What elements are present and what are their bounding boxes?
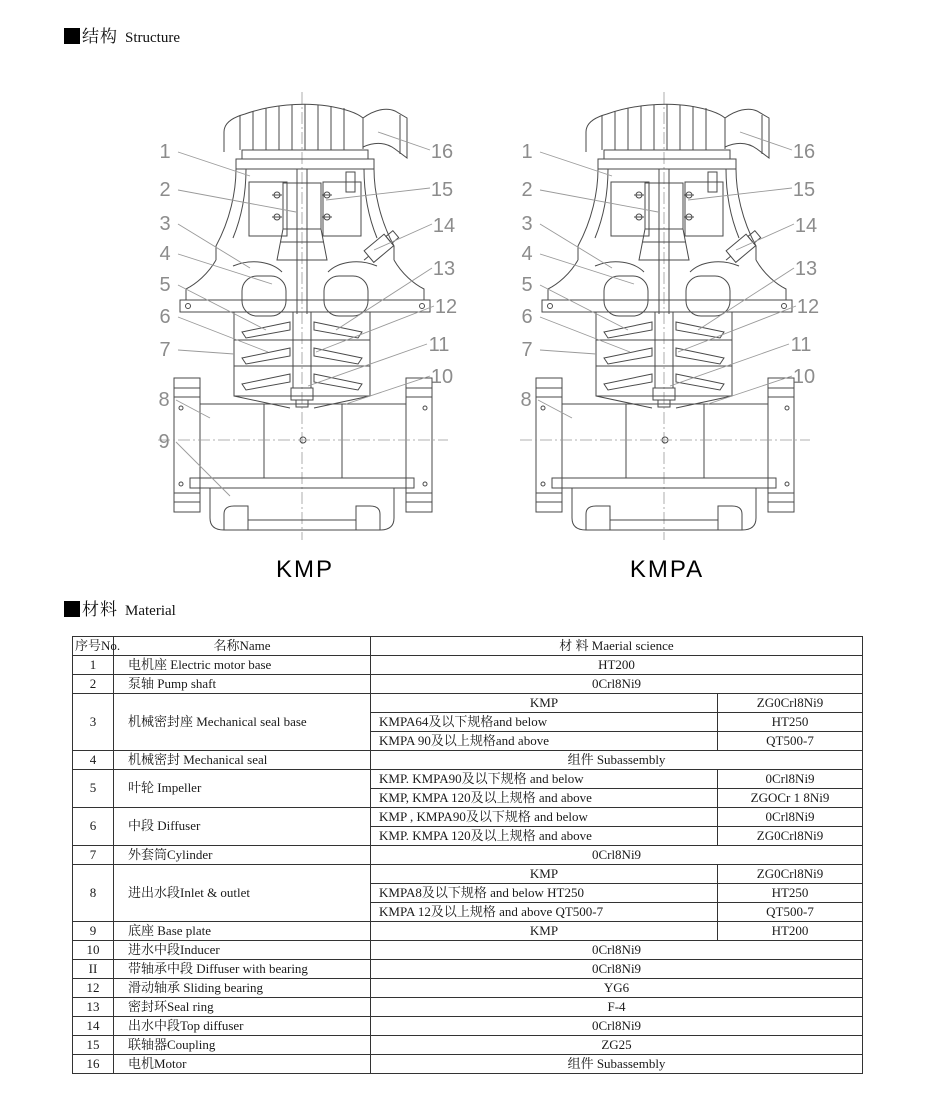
cell-no: 2: [73, 675, 114, 694]
cell-no: 15: [73, 1036, 114, 1055]
callout-12: 12: [796, 296, 820, 318]
table-row: [73, 941, 863, 960]
leader-lines: [176, 132, 434, 496]
section-header-material: [64, 595, 176, 620]
cell-no: 1: [73, 656, 114, 675]
cell-material: QT500-7: [718, 732, 863, 751]
cell-no: 4: [73, 751, 114, 770]
cell-name: 外套筒Cylinder: [114, 846, 371, 865]
cell-condition: KMP: [371, 865, 718, 884]
callout-numbers: [520, 141, 819, 411]
cell-material: 0Crl8Ni9: [371, 960, 863, 979]
table-row: [73, 808, 863, 827]
callout-1: 1: [159, 141, 171, 163]
cell-material: 组件 Subassembly: [371, 1055, 863, 1074]
pump-cross-section-kmp: [150, 88, 460, 546]
callout-9: 9: [158, 431, 170, 453]
cell-name: 机械密封座 Mechanical seal base: [114, 694, 371, 751]
table-row: [73, 865, 863, 884]
diagram-kmp: [150, 88, 460, 584]
callout-7: 7: [159, 339, 171, 361]
cell-name: 中段 Diffuser: [114, 808, 371, 846]
cell-material: ZG0Crl8Ni9: [718, 827, 863, 846]
callout-1: 1: [521, 141, 533, 163]
cell-name: 叶轮 Impeller: [114, 770, 371, 808]
callout-15: 15: [792, 179, 816, 201]
cell-no: 8: [73, 865, 114, 922]
cell-condition: KMPA 90及以上规格and above: [371, 732, 718, 751]
table-row: [73, 770, 863, 789]
cell-name: 出水中段Top diffuser: [114, 1017, 371, 1036]
table-row: [73, 998, 863, 1017]
table-row: [73, 1036, 863, 1055]
callout-2: 2: [521, 179, 533, 201]
cell-material: YG6: [371, 979, 863, 998]
cell-name: 滑动轴承 Sliding bearing: [114, 979, 371, 998]
cell-material: 0Crl8Ni9: [371, 1017, 863, 1036]
callout-11: 11: [790, 334, 812, 356]
cell-material: HT200: [371, 656, 863, 675]
diagram-caption-kmp: KMP: [275, 556, 334, 583]
table-row: [73, 846, 863, 865]
table-row: [73, 656, 863, 675]
diagram-kmpa: [512, 88, 822, 584]
cell-condition: KMP. KMPA 120及以上规格 and above: [371, 827, 718, 846]
cell-condition: KMP: [371, 922, 718, 941]
callout-16: 16: [430, 141, 454, 163]
cell-no: 13: [73, 998, 114, 1017]
callout-4: 4: [521, 243, 533, 265]
cell-condition: KMP , KMPA90及以下规格 and below: [371, 808, 718, 827]
cell-material: HT200: [718, 922, 863, 941]
callout-5: 5: [159, 274, 171, 296]
callout-6: 6: [159, 306, 171, 328]
cell-no: 12: [73, 979, 114, 998]
cell-name: 底座 Base plate: [114, 922, 371, 941]
callout-16: 16: [792, 141, 816, 163]
cell-name: 进出水段Inlet & outlet: [114, 865, 371, 922]
table-row: [73, 922, 863, 941]
cell-no: 6: [73, 808, 114, 846]
diagram-caption-kmpa: KMPA: [629, 556, 705, 583]
black-square-icon: [64, 601, 80, 617]
cell-material: HT250: [718, 884, 863, 903]
cell-material: ZGOCr 1 8Ni9: [718, 789, 863, 808]
cell-no: 5: [73, 770, 114, 808]
material-table: [72, 636, 863, 1074]
section-title-zh: 结构: [82, 27, 118, 46]
table-row: [73, 960, 863, 979]
cell-material: ZG25: [371, 1036, 863, 1055]
callout-14: 14: [794, 215, 818, 237]
black-square-icon: [64, 28, 80, 44]
cell-condition: KMP: [371, 694, 718, 713]
cell-no: 14: [73, 1017, 114, 1036]
cell-name: 密封环Seal ring: [114, 998, 371, 1017]
cell-no: 10: [73, 941, 114, 960]
cell-material: ZG0Crl8Ni9: [718, 694, 863, 713]
header-material: 材 料 Maerial science: [371, 637, 863, 656]
cell-condition: KMP. KMPA90及以下规格 and below: [371, 770, 718, 789]
cell-material: ZG0Crl8Ni9: [718, 865, 863, 884]
cell-condition: KMPA64及以下规格and below: [371, 713, 718, 732]
cell-no: 7: [73, 846, 114, 865]
table-row: [73, 1055, 863, 1074]
section-title-en: Structure: [125, 30, 180, 46]
callout-14: 14: [432, 215, 456, 237]
callout-8: 8: [520, 389, 532, 411]
cell-no: II: [73, 960, 114, 979]
cell-name: 联轴器Coupling: [114, 1036, 371, 1055]
section-title-zh: 材料: [82, 600, 118, 619]
cell-material: 0Crl8Ni9: [371, 941, 863, 960]
callout-13: 13: [432, 258, 456, 280]
callout-3: 3: [521, 213, 533, 235]
cell-name: 进水中段Inducer: [114, 941, 371, 960]
callout-4: 4: [159, 243, 171, 265]
cell-material: 0Crl8Ni9: [718, 808, 863, 827]
callout-5: 5: [521, 274, 533, 296]
cell-material: 0Crl8Ni9: [371, 675, 863, 694]
table-row: [73, 675, 863, 694]
cell-material: HT250: [718, 713, 863, 732]
cell-no: 9: [73, 922, 114, 941]
cell-no: 16: [73, 1055, 114, 1074]
section-header-structure: [64, 22, 180, 47]
table-header-row: [73, 637, 863, 656]
callout-12: 12: [434, 296, 458, 318]
cell-material: 0Crl8Ni9: [371, 846, 863, 865]
pump-cross-section-kmpa: [512, 88, 822, 546]
callout-10: 10: [792, 366, 816, 388]
cell-name: 电机Motor: [114, 1055, 371, 1074]
callout-10: 10: [430, 366, 454, 388]
callout-13: 13: [794, 258, 818, 280]
table-row: [73, 751, 863, 770]
callout-2: 2: [159, 179, 171, 201]
cell-material: 0Crl8Ni9: [718, 770, 863, 789]
cell-material: QT500-7: [718, 903, 863, 922]
cell-no: 3: [73, 694, 114, 751]
callout-15: 15: [430, 179, 454, 201]
callout-7: 7: [521, 339, 533, 361]
header-name: 名称Name: [114, 637, 371, 656]
callout-6: 6: [521, 306, 533, 328]
table-row: [73, 1017, 863, 1036]
cell-condition: KMPA 12及以上规格 and above QT500-7: [371, 903, 718, 922]
table-row: [73, 694, 863, 713]
callout-11: 11: [428, 334, 450, 356]
cell-name: 机械密封 Mechanical seal: [114, 751, 371, 770]
cell-condition: KMP, KMPA 120及以上规格 and above: [371, 789, 718, 808]
callout-8: 8: [158, 389, 170, 411]
header-no: 序号No.: [73, 637, 114, 656]
cell-material: F-4: [371, 998, 863, 1017]
callout-3: 3: [159, 213, 171, 235]
cell-condition: KMPA8及以下规格 and below HT250: [371, 884, 718, 903]
cell-material: 组件 Subassembly: [371, 751, 863, 770]
cell-name: 带轴承中段 Diffuser with bearing: [114, 960, 371, 979]
leader-lines: [538, 132, 796, 418]
table-row: [73, 979, 863, 998]
cell-name: 泵轴 Pump shaft: [114, 675, 371, 694]
section-title-en: Material: [125, 603, 176, 619]
cell-name: 电机座 Electric motor base: [114, 656, 371, 675]
